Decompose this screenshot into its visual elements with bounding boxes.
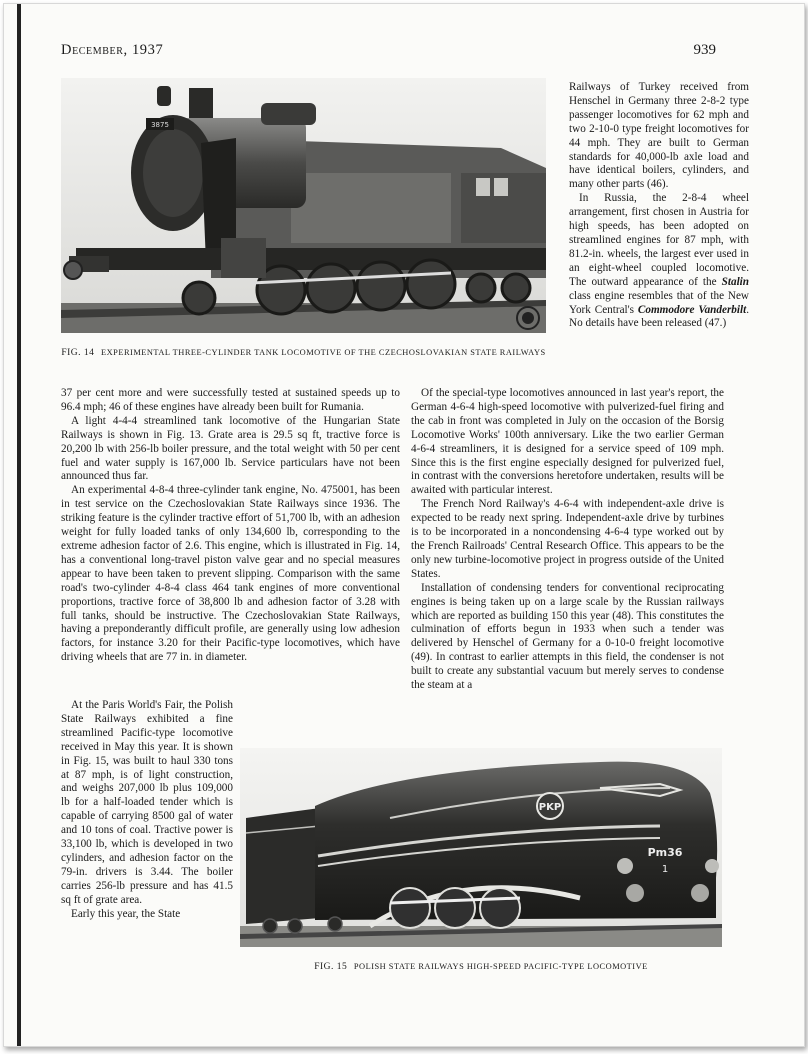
figure-15-caption xyxy=(240,960,722,974)
emphasis-commodore-vanderbilt: Commodore Vanderbilt xyxy=(637,303,747,316)
paragraph: Installation of condensing tenders for conventional reciprocating engines is being taken up on a large scale by the Russian railways which are reported as building 150 this year (48). This constitutes the culmination of efforts begun in 1933 when such a tender was delivered by Henschel of Germany for a 0-10-0 freight locomotive (49). In contrast to earlier attempts in this field, the condenser is not built to create any substantial vacuum but merely serves to condense the steam at a xyxy=(411,581,724,692)
paragraph: Of the special-type locomotives announced in last year's report, the German 4-6-4 high-speed locomotive with pulverized-fuel firing and the cab in front was completed in July on the occasion of the Borsig Locomotive Works' 100th anniversary. Like the two earlier German 4-6-4 streamliners, it is designed for a service speed of 109 mph. Since this is the first engine especially designed for pulverized fuel, in contrast with the conversions heretofore undertaken, results will be awaited with particular interest. xyxy=(411,387,724,497)
pkp-logo: PKP xyxy=(538,802,562,813)
figure-14-caption xyxy=(61,346,546,360)
streamlined-locomotive-illustration xyxy=(240,748,722,947)
paragraph: Railways of Turkey received from Henschel in Germany three 2-8-2 type passenger locomotives for 62 mph and two 2-10-0 type freight locomotives for 44 mph. They are built to German standards for 40,000-lb axle load and have identical boilers, cylinders, and many other parts (46). xyxy=(569,81,749,191)
page-number: 939 xyxy=(693,42,716,58)
paragraph: Early this year, the State xyxy=(71,907,181,920)
text-column-right-top xyxy=(569,81,749,331)
text-column-narrow xyxy=(61,699,233,922)
tank-locomotive-illustration xyxy=(61,78,546,333)
paragraph: 37 per cent more and were successfully tested at sustained speeds up to 96.4 mph; 46 of these engines have already been built for Rumania. xyxy=(61,387,400,413)
binding-edge xyxy=(17,4,21,1046)
document-page xyxy=(3,3,805,1047)
figure-15-caption-text: POLISH STATE RAILWAYS HIGH-SPEED PACIFIC-TYPE LOCOMOTIVE xyxy=(353,962,648,971)
running-header-date: December, 1937 xyxy=(61,42,164,58)
locomotive-class-plate: Pm36 xyxy=(647,846,683,859)
emphasis-stalin: Stalin xyxy=(721,275,750,288)
text-column-right xyxy=(411,387,724,693)
paragraph: At the Paris World's Fair, the Polish State Railways exhibited a fine streamlined Pacific-type locomotive received in May this year. It is shown in Fig. 15, was built to haul 330 tons at 87 mph, is of light construction, and weighs 207,000 lb plus 109,000 lb for a half-loaded tender which is capable of carrying 8500 gal of water and 10 tons of coal. Tractive power is 33,100 lb, which is developed in two cylinders, and adhesion factor on the 79-in. drivers is 3.44. The boiler carries 256-lb pressure and has 41.5 sq ft of grate area. xyxy=(61,699,233,906)
figure-14-number: FIG. 14 xyxy=(61,348,95,358)
locomotive-class-number: 1 xyxy=(661,864,669,875)
paragraph: An experimental 4-8-4 three-cylinder tank engine, No. 475001, has been in test service on the Czechoslovakian State Railways since 1936. The striking feature is the cylinder tractive effort of 51,700 lb, with an adhesion weight for fully loaded tanks of only 134,600 lb, corresponding to the extreme adhesion factor of 2.6. This engine, which is illustrated in Fig. 14, has a conventional long-travel piston valve gear and no special measures appear to have been taken to prevent slipping. Comparison with the same road's two-cylinder 4-8-4 class 464 tank engines of more conventional proportions, tractive force of 38,800 lb and adhesion factor of 3.28 with full tanks, should be instructive. The Czechoslovakian State Railways, having a preponderantly difficult profile, are generally using low adhesion factors, for instance 3.20 for their Pacific-type locomotives, which have driving wheels that are 77 in. in diameter. xyxy=(61,484,400,664)
figure-14-caption-text: EXPERIMENTAL THREE-CYLINDER TANK LOCOMOTIVE OF THE CZECHOSLOVAKIAN STATE RAILWAYS xyxy=(101,348,546,357)
locomotive-number-plate: 3875 xyxy=(151,121,169,129)
paragraph: In Russia, the 2-8-4 wheel arrangement, first chosen in Austria for high speeds, has been adopted on streamlined engines for 87 mph, with 81.2-in. wheels, the largest ever used in an eight-wheel coupled locomotive. The outward appearance of the Stalin class engine resembles that of the New York Central's Commodore Vanderbilt. No details have been released (47.) xyxy=(569,192,750,330)
paragraph: The French Nord Railway's 4-6-4 with independent-axle drive is expected to be ready next spring. Independent-axle drive by turbines is to be incorporated in a noncondensing 4-6-4 type worked out by the French Railroads' Central Research Office. This appears to be the only new turbine-locomotive project in progress outside of the United States. xyxy=(411,498,724,580)
paragraph: A light 4-4-4 streamlined tank locomotive of the Hungarian State Railways is shown in Fig. 13. Grate area is 29.5 sq ft, tractive force is 20,200 lb with 256-lb boiler pressure, and the total weight with 50 per cent fuel and water supply is 167,000 lb. Service particulars have not been announced thus far. xyxy=(61,414,400,483)
text-column-left xyxy=(61,387,400,665)
figure-14-photo xyxy=(61,78,546,333)
figure-15-photo xyxy=(240,748,722,947)
figure-15-number: FIG. 15 xyxy=(314,962,348,972)
